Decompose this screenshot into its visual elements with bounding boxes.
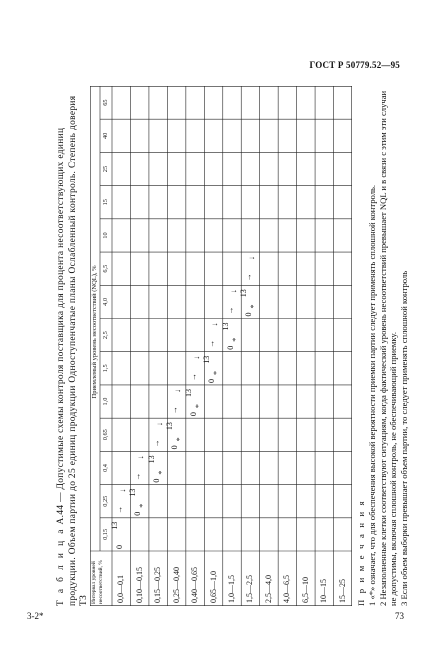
acceptance-table <box>90 86 352 606</box>
column-header: 65 <box>102 99 109 106</box>
doc-code: ГОСТ Р 50779.52—95 <box>309 60 400 70</box>
cell-value: → <box>115 505 124 514</box>
row-label: 0,0—0,1 <box>116 575 126 603</box>
column-header: 4,0 <box>102 297 109 306</box>
cell-value: 0 <box>244 312 254 317</box>
cell-value: ↓ <box>173 388 183 393</box>
cell-value: 0 <box>151 478 161 483</box>
row-label: 15—25 <box>337 579 347 603</box>
cell-value: ↓ <box>210 322 220 327</box>
group-header: Приемлемый уровень несоответствий (NQL), % <box>91 265 98 399</box>
cell-value: ↓ <box>228 289 238 294</box>
cell-value: 13 <box>146 455 156 464</box>
notes-title: П р и м е ч а н и я <box>356 499 366 606</box>
cell-value: 0 <box>115 545 124 549</box>
cell-value: * <box>156 470 166 475</box>
cell-value: → <box>188 372 198 381</box>
cell-value: * <box>138 503 148 508</box>
column-header: 15 <box>102 199 109 206</box>
cell-value: → <box>133 472 143 481</box>
column-header: 40 <box>102 132 109 139</box>
cell-value: * <box>249 304 259 309</box>
column-header: 2,5 <box>102 331 109 340</box>
cell-value: ↓ <box>191 355 201 360</box>
cell-value: * <box>230 337 240 342</box>
row-label: 4,0—6,5 <box>282 575 292 603</box>
column-header: 1,5 <box>102 364 109 373</box>
column-header: 25 <box>102 165 109 173</box>
row-label: 0,65—1,0 <box>208 571 218 603</box>
left-header: Интервал уровней несоответствий, % <box>91 560 104 604</box>
cell-value: 0 <box>188 412 198 417</box>
caption-text: — Допустимые схемы контроля поставщика для процента несоответствующих единиц продукции. Объем партии до 25 единиц продукции Одноступенчатые планы Ослабленный контроль. Степень доверия ТЗ <box>56 95 89 606</box>
row-label: 1,0—1,5 <box>227 575 236 603</box>
caption-label: Т а б л и ц а <box>56 527 66 606</box>
column-header: 0,65 <box>102 429 109 441</box>
row-label: 0,10—0,15 <box>134 567 144 603</box>
cell-value: 13 <box>110 521 119 530</box>
column-header: 0,25 <box>102 495 109 507</box>
row-label: 0,25—0,40 <box>171 567 181 603</box>
table-caption <box>56 86 91 606</box>
page-number: 73 <box>395 611 404 621</box>
cell-value: → <box>207 339 217 348</box>
cell-value: 13 <box>239 289 249 298</box>
row-label: 2,5—4,0 <box>263 575 273 603</box>
rotated-content <box>56 86 416 606</box>
row-label: 0,40—0,65 <box>190 567 200 603</box>
footer-mark: 3-2* <box>27 611 44 621</box>
cell-value: 13 <box>202 355 212 364</box>
cell-value: → <box>225 306 235 315</box>
cell-value: * <box>175 437 185 442</box>
row-label: 6,5—10 <box>300 577 310 603</box>
column-header: 10 <box>102 232 109 239</box>
cell-value: ↓ <box>247 256 257 261</box>
column-header: 0,4 <box>102 464 109 472</box>
notes <box>356 86 410 606</box>
cell-value: 13 <box>183 388 193 397</box>
cell-value: 0 <box>133 511 143 516</box>
column-header: 1,0 <box>102 397 109 406</box>
cell-value: ↓ <box>118 488 127 493</box>
cell-value: * <box>212 370 222 375</box>
note-2: 2 Незаполненные клетки соответствуют ситуациям, когда фактический уровень несоответствий превышает NQL и в связи с этим эти случаи не допустимы, включая сплошной контроль, не обеспечивающий приемку. <box>377 90 399 606</box>
column-header: 0,15 <box>102 528 109 540</box>
cell-value: 0 <box>207 378 217 383</box>
note-3: 3 Если объем выборки превышает объем партии, то следует применять сплошной контроль <box>399 270 410 606</box>
cell-value: ↓ <box>136 455 146 460</box>
row-label: 0,15—0,25 <box>153 567 163 603</box>
table-grid <box>90 86 352 606</box>
cell-value: * <box>193 404 203 409</box>
cell-value: → <box>170 406 180 415</box>
cell-value: → <box>244 273 254 282</box>
note-1: 1 «*» означает, что для обеспечения высокой вероятности приемки партии следует применять сплошной контроль. <box>366 184 377 606</box>
column-header: 6,5 <box>102 264 109 273</box>
cell-value: ↓ <box>154 422 164 427</box>
cell-value: 0 <box>225 345 235 350</box>
cell-value: 13 <box>165 422 175 431</box>
row-label: 1,5—2,5 <box>245 575 255 603</box>
cell-value: 13 <box>220 322 230 331</box>
caption-number: А.44 <box>56 504 66 525</box>
cell-value: 13 <box>128 488 138 497</box>
cell-value: 0 <box>170 445 180 450</box>
cell-value: → <box>151 439 161 448</box>
row-label: 10—15 <box>319 579 329 603</box>
